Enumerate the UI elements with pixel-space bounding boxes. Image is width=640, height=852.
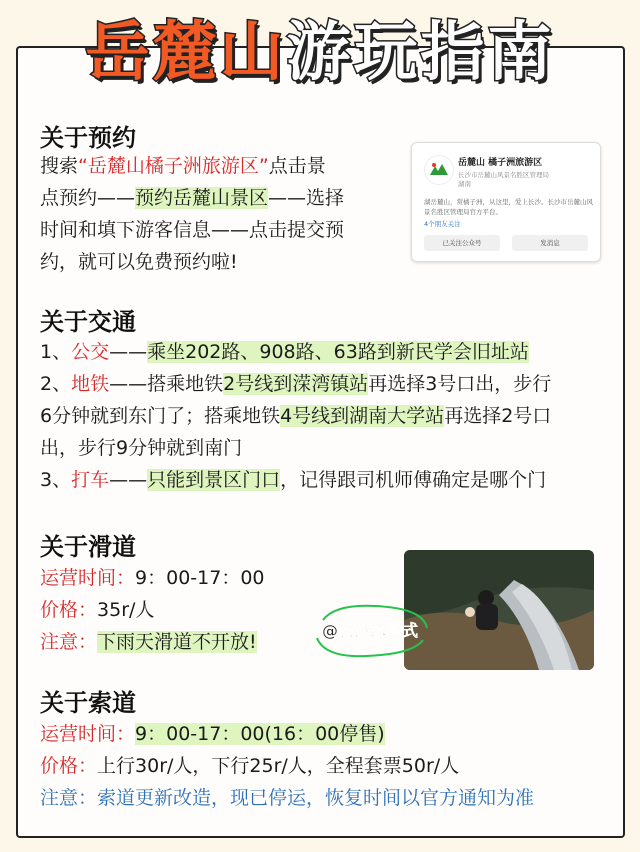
- author-watermark: @长沙冰美式: [305, 600, 435, 662]
- cable-note: 注意：索道更新改造，现已停运，恢复时间以官方通知为准: [40, 787, 535, 809]
- booking-line-3: 时间和填下游客信息——点击提交预: [40, 219, 345, 241]
- cable-price: 价格：上行30r/人，下行25r/人，全程套票50r/人: [40, 755, 460, 777]
- booking-heading: 关于预约: [40, 124, 136, 152]
- transport-text: [40, 336, 620, 496]
- account-subtitle: 长沙市岳麓山风景名胜区管理局 湖南: [458, 171, 549, 188]
- transport-line-2: 2、地铁——搭乘地铁2号线到溁湾镇站再选择3号口出，步行: [40, 373, 552, 395]
- account-description: 湖岳麓山，赏橘子洲，从这里，爱上长沙。长沙市岳麓山风景名胜区管理局官方平台。: [424, 198, 593, 216]
- message-button[interactable]: 发消息: [512, 235, 588, 251]
- transport-line-4: 出，步行9分钟就到南门: [40, 437, 243, 459]
- slide-note: 注意：下雨天滑道不开放!: [40, 631, 257, 653]
- friends-following[interactable]: 4个朋友关注: [424, 220, 461, 228]
- slide-heading: 关于滑道: [40, 533, 136, 561]
- account-name: 岳麓山 橘子洲旅游区: [458, 158, 543, 168]
- scenic-logo-icon: [424, 155, 454, 185]
- follow-button[interactable]: 已关注公众号: [424, 235, 500, 251]
- booking-line-4: 约，就可以免费预约啦!: [40, 251, 238, 273]
- cable-text: [40, 718, 620, 814]
- slide-hours: 运营时间：9：00-17：00: [40, 567, 265, 589]
- booking-line-2: 点预约——预约岳麓山景区——选择: [40, 187, 345, 209]
- cable-hours: 运营时间：9：00-17：00(16：00停售): [40, 723, 385, 745]
- page-title: [24, 8, 616, 98]
- cable-heading: 关于索道: [40, 689, 136, 717]
- title-part-1: 岳麓山: [85, 16, 287, 90]
- transport-line-5: 3、打车——只能到景区门口，记得跟司机师傅确定是哪个门: [40, 469, 547, 491]
- slide-price: 价格：35r/人: [40, 599, 155, 621]
- booking-line-1: 搜索“岳麓山橘子洲旅游区”点击景: [40, 155, 326, 177]
- transport-heading: 关于交通: [40, 308, 136, 336]
- booking-text: [40, 150, 400, 278]
- transport-line-3: 6分钟就到东门了；搭乘地铁4号线到湖南大学站再选择2号口: [40, 405, 552, 427]
- title-part-2: 游玩指南: [286, 16, 555, 90]
- wechat-account-card: [411, 142, 601, 262]
- transport-line-1: 1、公交——乘坐202路、908路、63路到新民学会旧址站: [40, 341, 529, 363]
